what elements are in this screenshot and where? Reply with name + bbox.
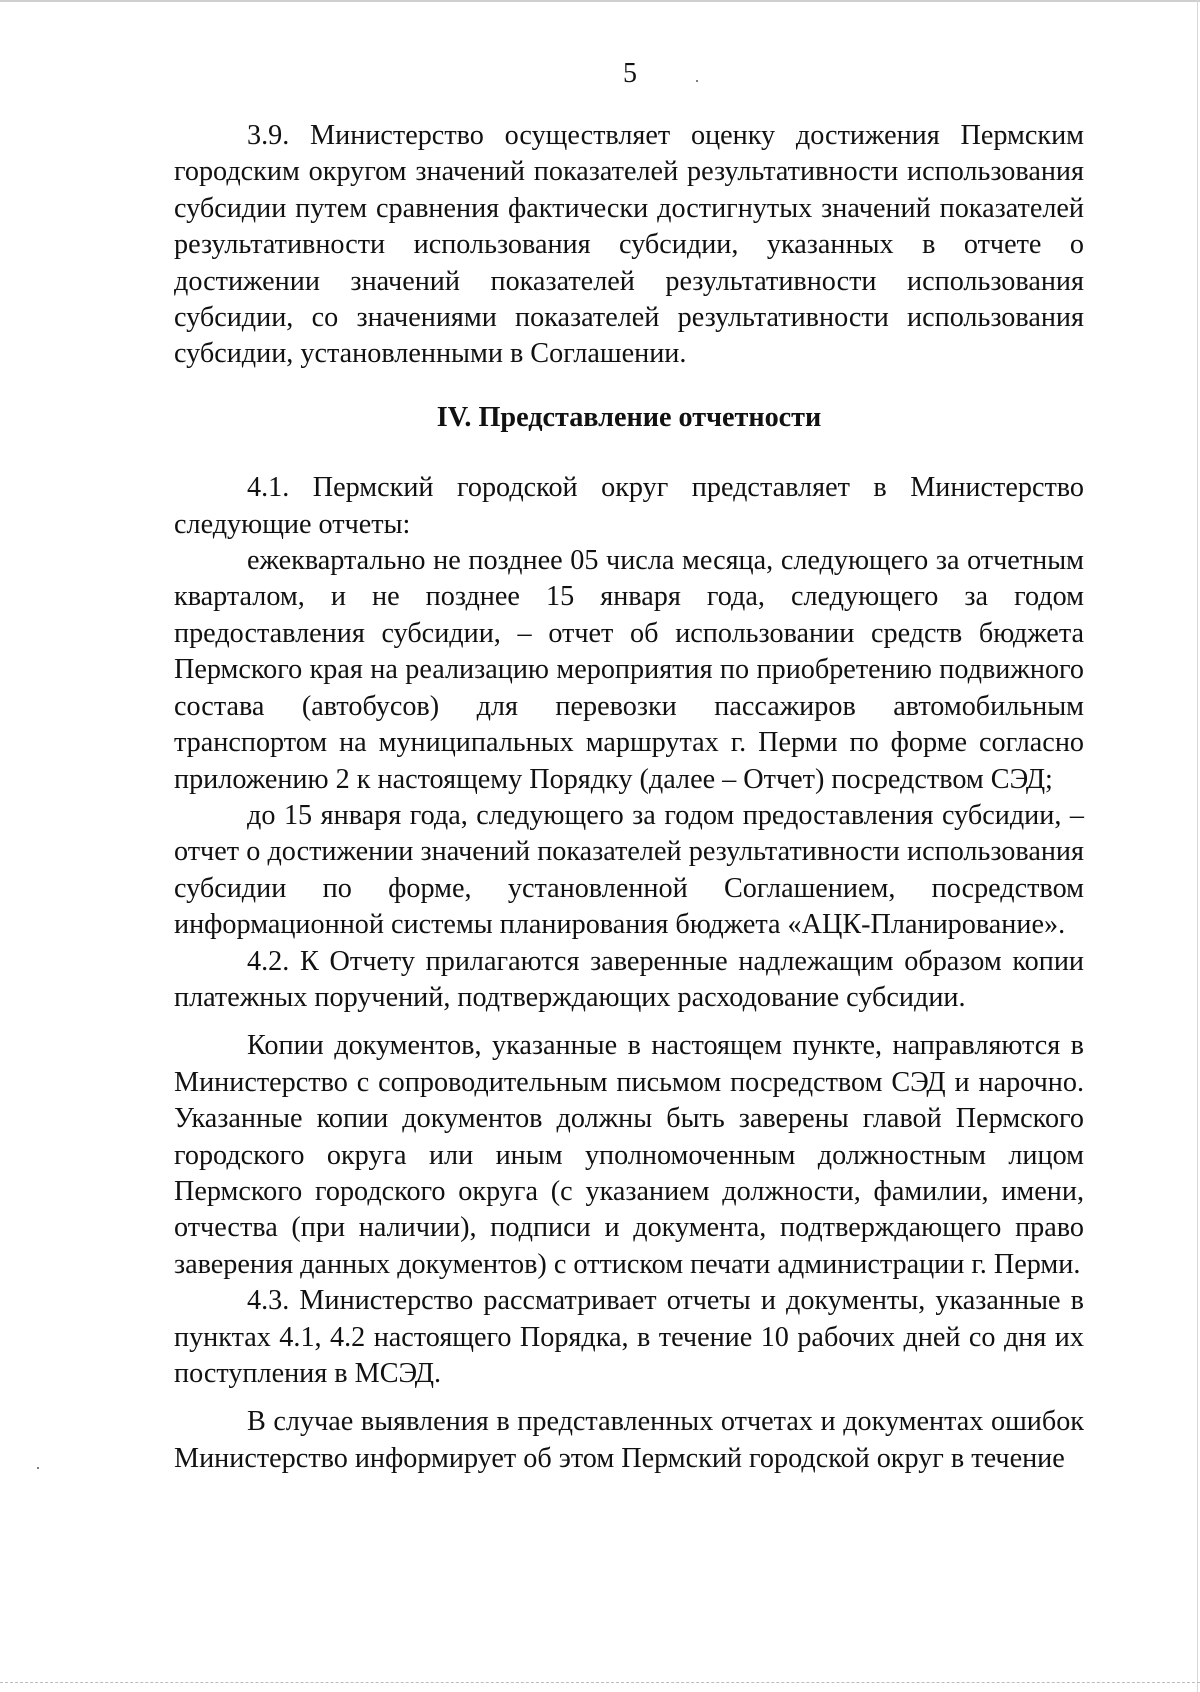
paragraph-gap (174, 1016, 1084, 1028)
paragraph-4-1: 4.1. Пермский городской округ представляет в Министерство следующие отчеты: (174, 472, 1084, 540)
paragraph-errors: В случае выявления в представленных отчетах и документах ошибок Министерство информирует об этом Пермский городской округ в течение (174, 1406, 1084, 1474)
section-heading: IV. Представление отчетности (436, 401, 822, 433)
paragraph-4-2: 4.2. К Отчету прилагаются заверенные надлежащим образом копии платежных поручений, подтверждающих расходование субсидии. (174, 945, 1084, 1013)
scan-edge-top (0, 0, 1200, 2)
document-body (174, 118, 1084, 1477)
scan-edge-right (1197, 0, 1198, 1692)
paragraph-4-3: 4.3. Министерство рассматривает отчеты и документы, указанные в пунктах 4.1, 4.2 настоящего Порядка, в течение 10 рабочих дней со дня их поступления в МСЭД. (174, 1285, 1084, 1389)
scan-speck (37, 1467, 39, 1469)
paragraph-gap (174, 1392, 1084, 1404)
paragraph-annual-report: до 15 января года, следующего за годом предоставления субсидии, – отчет о достижении значений показателей результативности использования субсидии по форме, установленной Соглашением, посредством информационной системы планирования бюджета «АЦК-Планирование». (174, 799, 1084, 941)
paragraph-3-9: 3.9. Министерство осуществляет оценку достижения Пермским городским округом значений показателей результативности использования субсидии путем сравнения фактически достигнутых значений показателей результативности использования субсидии, указанных в отчете о достижении значений показателей результативности использования субсидии, со значениями показателей результативности использования субсидии, установленными в Соглашении. (174, 120, 1084, 370)
page-number: 5 (623, 58, 637, 89)
scan-edge-bottom (0, 1682, 1200, 1684)
paragraph-document-copies: Копии документов, указанные в настоящем пункте, направляются в Министерство с сопроводительным письмом посредством СЭД и нарочно. Указанные копии документов должны быть заверены главой Пермского городского округа или иным уполномоченным должностным лицом Пермского городского округа (с указанием должности, фамилии, имени, отчества (при наличии), подписи и документа, подтверждающего право заверения данных документов) с оттиском печати администрации г. Перми. (174, 1030, 1084, 1280)
paragraph-quarterly-report: ежеквартально не позднее 05 числа месяца, следующего за отчетным кварталом, и не позднее 15 января года, следующего за годом предоставления субсидии, – отчет об использовании средств бюджета Пермского края на реализацию мероприятия по приобретению подвижного состава (автобусов) для перевозки пассажиров автомобильным транспортом на муниципальных маршрутах г. Перми по форме согласно приложению 2 к настоящему Порядку (далее – Отчет) посредством СЭД; (174, 545, 1084, 795)
